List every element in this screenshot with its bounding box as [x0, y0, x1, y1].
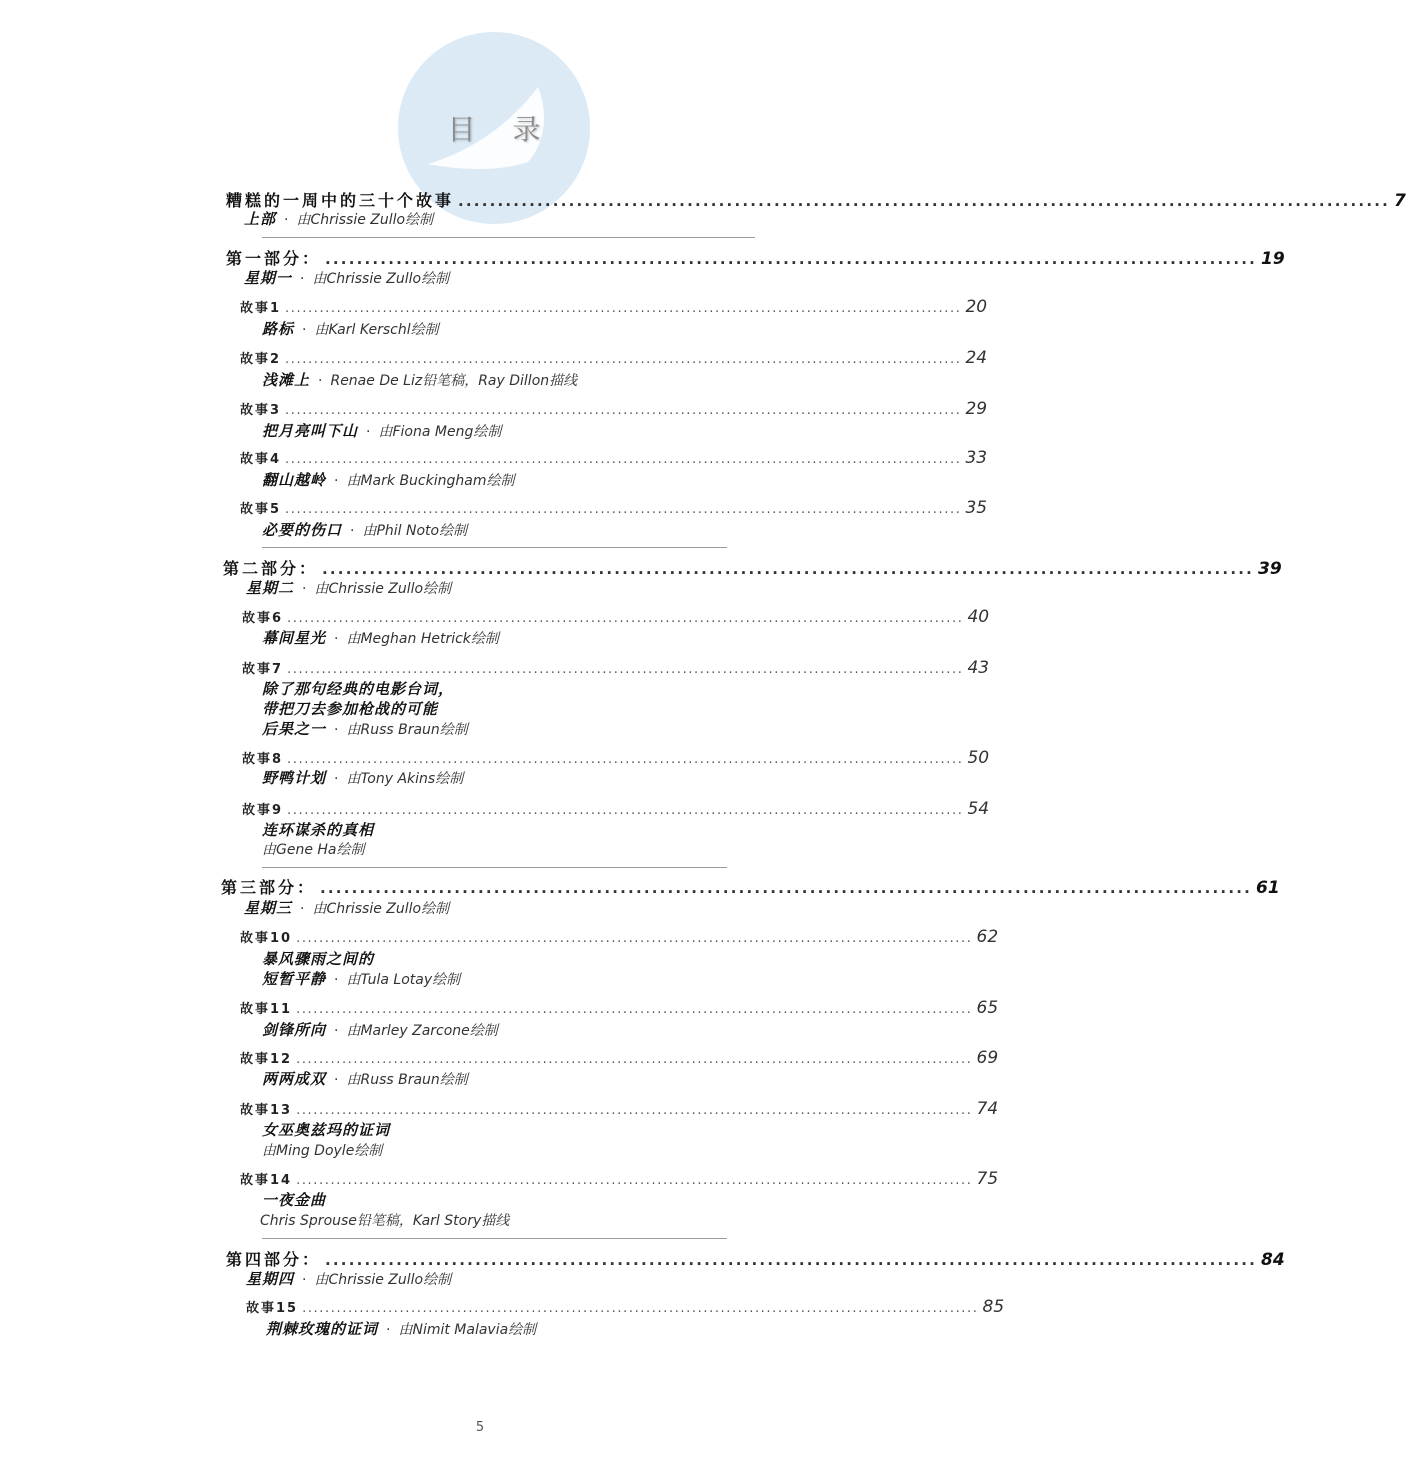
story-title: 短暂平静 · 由Tula Lotay绘制: [262, 970, 461, 988]
story-title: 幕间星光 · 由Meghan Hetrick绘制: [262, 629, 499, 647]
divider: [262, 1238, 727, 1239]
story-label: 故事12: [240, 1052, 293, 1067]
credit: 由Gene Ha绘制: [262, 842, 365, 858]
page-ref: 74: [976, 1099, 999, 1119]
dot-leader: ......................................................................................................................: [285, 452, 962, 467]
toc-part-entry[interactable]: [221, 875, 1280, 898]
credit: 由Chrissie Zullo绘制: [314, 581, 452, 597]
toc-story-entry[interactable]: [240, 1169, 999, 1189]
story-label: 故事13: [240, 1103, 293, 1118]
story-label: 故事2: [240, 352, 282, 367]
page-ref: 69: [976, 1048, 999, 1068]
credit: 由Chrissie Zullo绘制: [312, 271, 450, 287]
toc-story-entry[interactable]: [242, 748, 990, 768]
part-day: 星期四 · 由Chrissie Zullo绘制: [246, 1270, 452, 1288]
story-title: 连环谋杀的真相: [262, 821, 375, 839]
dot-leader: ......................................................................................................................: [325, 1251, 1258, 1269]
story-title: 必要的伤口 · 由Phil Noto绘制: [262, 521, 468, 539]
credit: Chris Sprouse铅笔稿，Karl Story描线: [260, 1213, 510, 1229]
page-ref: 84: [1261, 1250, 1285, 1270]
story-title-line: 暴风骤雨之间的: [262, 950, 375, 968]
book-subtitle: 上部 · 由Chrissie Zullo绘制: [244, 210, 434, 228]
dot-leader: ......................................................................................................................: [287, 752, 964, 767]
story-label: 故事9: [242, 803, 284, 818]
page-number: 5: [475, 1420, 485, 1435]
page-title: 目 录: [447, 113, 555, 146]
book-subtitle-title: 上部: [244, 210, 277, 228]
toc-part-entry[interactable]: [223, 556, 1282, 579]
story-title: 把月亮叫下山 · 由Fiona Meng绘制: [262, 422, 502, 440]
dot-leader: ......................................................................................................................: [296, 1052, 973, 1067]
dot-leader: ......................................................................................................................: [302, 1301, 979, 1316]
story-label: 故事4: [240, 452, 282, 467]
toc-story-entry[interactable]: [240, 998, 999, 1018]
page-ref: 39: [1258, 559, 1282, 579]
story-label: 故事8: [242, 752, 284, 767]
dot-leader: ......................................................................................................................: [285, 301, 962, 316]
page-ref: 33: [965, 448, 988, 468]
dot-leader: ......................................................................................................................: [458, 192, 1391, 210]
credit: 由Mark Buckingham绘制: [346, 473, 515, 489]
story-title: 路标 · 由Karl Kerschl绘制: [262, 320, 439, 338]
dot-leader: ......................................................................................................................: [296, 1173, 973, 1188]
story-label: 故事7: [242, 662, 284, 677]
part-label: 第一部分：: [226, 249, 322, 268]
page-ref: 20: [965, 297, 988, 317]
dot-leader: ......................................................................................................................: [325, 250, 1258, 268]
story-label: 故事11: [240, 1002, 293, 1017]
part-label: 第四部分：: [226, 1250, 322, 1269]
divider: [262, 237, 755, 238]
page-ref: 61: [1256, 878, 1280, 898]
story-title: 后果之一 · 由Russ Braun绘制: [262, 720, 468, 738]
toc-story-entry[interactable]: [242, 658, 990, 678]
credit: 由Russ Braun绘制: [346, 722, 468, 738]
story-title: 翻山越岭 · 由Mark Buckingham绘制: [262, 471, 515, 489]
story-title: 女巫奥兹玛的证词: [262, 1121, 391, 1139]
dot-leader: ......................................................................................................................: [287, 662, 964, 677]
page-ref: 75: [976, 1169, 999, 1189]
page-ref: 43: [967, 658, 990, 678]
credit: 由Chrissie Zullo绘制: [312, 901, 450, 917]
story-title: 剑锋所向 · 由Marley Zarcone绘制: [262, 1021, 498, 1039]
credit: 由Tula Lotay绘制: [346, 972, 461, 988]
toc-story-entry[interactable]: [246, 1297, 1005, 1317]
toc-story-entry[interactable]: [242, 799, 990, 819]
toc-story-entry[interactable]: [240, 498, 988, 518]
toc-story-entry[interactable]: [240, 927, 999, 947]
toc-story-entry[interactable]: [242, 607, 990, 627]
toc-story-entry[interactable]: [240, 1048, 999, 1068]
credit: 由Ming Doyle绘制: [262, 1143, 383, 1159]
credit: 由Russ Braun绘制: [346, 1072, 468, 1088]
page-ref: 65: [976, 998, 999, 1018]
story-label: 故事1: [240, 301, 282, 316]
credit: 由Marley Zarcone绘制: [346, 1023, 498, 1039]
toc-story-entry[interactable]: [240, 1099, 999, 1119]
story-title: 荆棘玫瑰的证词 · 由Nimit Malavia绘制: [266, 1320, 537, 1338]
part-day: 星期二 · 由Chrissie Zullo绘制: [246, 579, 452, 597]
story-title: 两两成双 · 由Russ Braun绘制: [262, 1070, 468, 1088]
page-ref: 50: [967, 748, 990, 768]
page-ref: 40: [967, 607, 990, 627]
story-label: 故事14: [240, 1173, 293, 1188]
part-day: 星期三 · 由Chrissie Zullo绘制: [244, 899, 450, 917]
toc-part-entry[interactable]: [226, 1247, 1285, 1270]
credit: 由Meghan Hetrick绘制: [346, 631, 499, 647]
story-title: 一夜金曲: [262, 1191, 327, 1209]
toc-story-entry[interactable]: [240, 297, 988, 317]
credit: 由Karl Kerschl绘制: [314, 322, 439, 338]
dot-leader: ......................................................................................................................: [287, 611, 964, 626]
story-label: 故事6: [242, 611, 284, 626]
part-label: 第二部分：: [223, 559, 319, 578]
toc-story-entry[interactable]: [240, 348, 988, 368]
page-ref: 24: [965, 348, 988, 368]
book-title: 糟糕的一周中的三十个故事: [226, 191, 455, 210]
credit: 由Tony Akins绘制: [346, 771, 464, 787]
story-label: 故事3: [240, 403, 282, 418]
divider: [262, 547, 727, 548]
credit: 由Nimit Malavia绘制: [398, 1322, 537, 1338]
dot-leader: ......................................................................................................................: [296, 1103, 973, 1118]
page-ref: 62: [976, 927, 999, 947]
page-ref: 19: [1261, 249, 1285, 269]
story-title: 浅滩上 · Renae De Liz铅笔稿，Ray Dillon描线: [262, 371, 578, 389]
credit: 由Chrissie Zullo绘制: [296, 212, 434, 228]
story-title: 野鸭计划 · 由Tony Akins绘制: [262, 769, 464, 787]
page-ref: 7: [1394, 191, 1406, 211]
toc-part-entry[interactable]: [226, 246, 1285, 269]
story-label: 故事5: [240, 502, 282, 517]
page-ref: 54: [967, 799, 990, 819]
story-title-line: 带把刀去参加枪战的可能: [262, 700, 439, 718]
part-day: 星期一 · 由Chrissie Zullo绘制: [244, 269, 450, 287]
dot-leader: ......................................................................................................................: [287, 803, 964, 818]
dot-leader: ......................................................................................................................: [285, 403, 962, 418]
page-ref: 29: [965, 399, 988, 419]
page-ref: 85: [982, 1297, 1005, 1317]
divider: [262, 867, 727, 868]
story-label: 故事15: [246, 1301, 299, 1316]
story-title-line: 除了那句经典的电影台词，: [262, 680, 455, 698]
story-label: 故事10: [240, 931, 293, 946]
credit: 由Fiona Meng绘制: [378, 424, 502, 440]
dot-leader: ......................................................................................................................: [285, 352, 962, 367]
credit: Renae De Liz铅笔稿，Ray Dillon描线: [330, 373, 578, 389]
dot-leader: ......................................................................................................................: [296, 1002, 973, 1017]
dot-leader: ......................................................................................................................: [296, 931, 973, 946]
toc-story-entry[interactable]: [240, 448, 988, 468]
part-label: 第三部分：: [221, 878, 317, 897]
dot-leader: ......................................................................................................................: [285, 502, 962, 517]
page-ref: 35: [965, 498, 988, 518]
credit: 由Phil Noto绘制: [362, 523, 468, 539]
dot-leader: ......................................................................................................................: [322, 560, 1255, 578]
credit: 由Chrissie Zullo绘制: [314, 1272, 452, 1288]
toc-story-entry[interactable]: [240, 399, 988, 419]
dot-leader: ......................................................................................................................: [320, 879, 1253, 897]
